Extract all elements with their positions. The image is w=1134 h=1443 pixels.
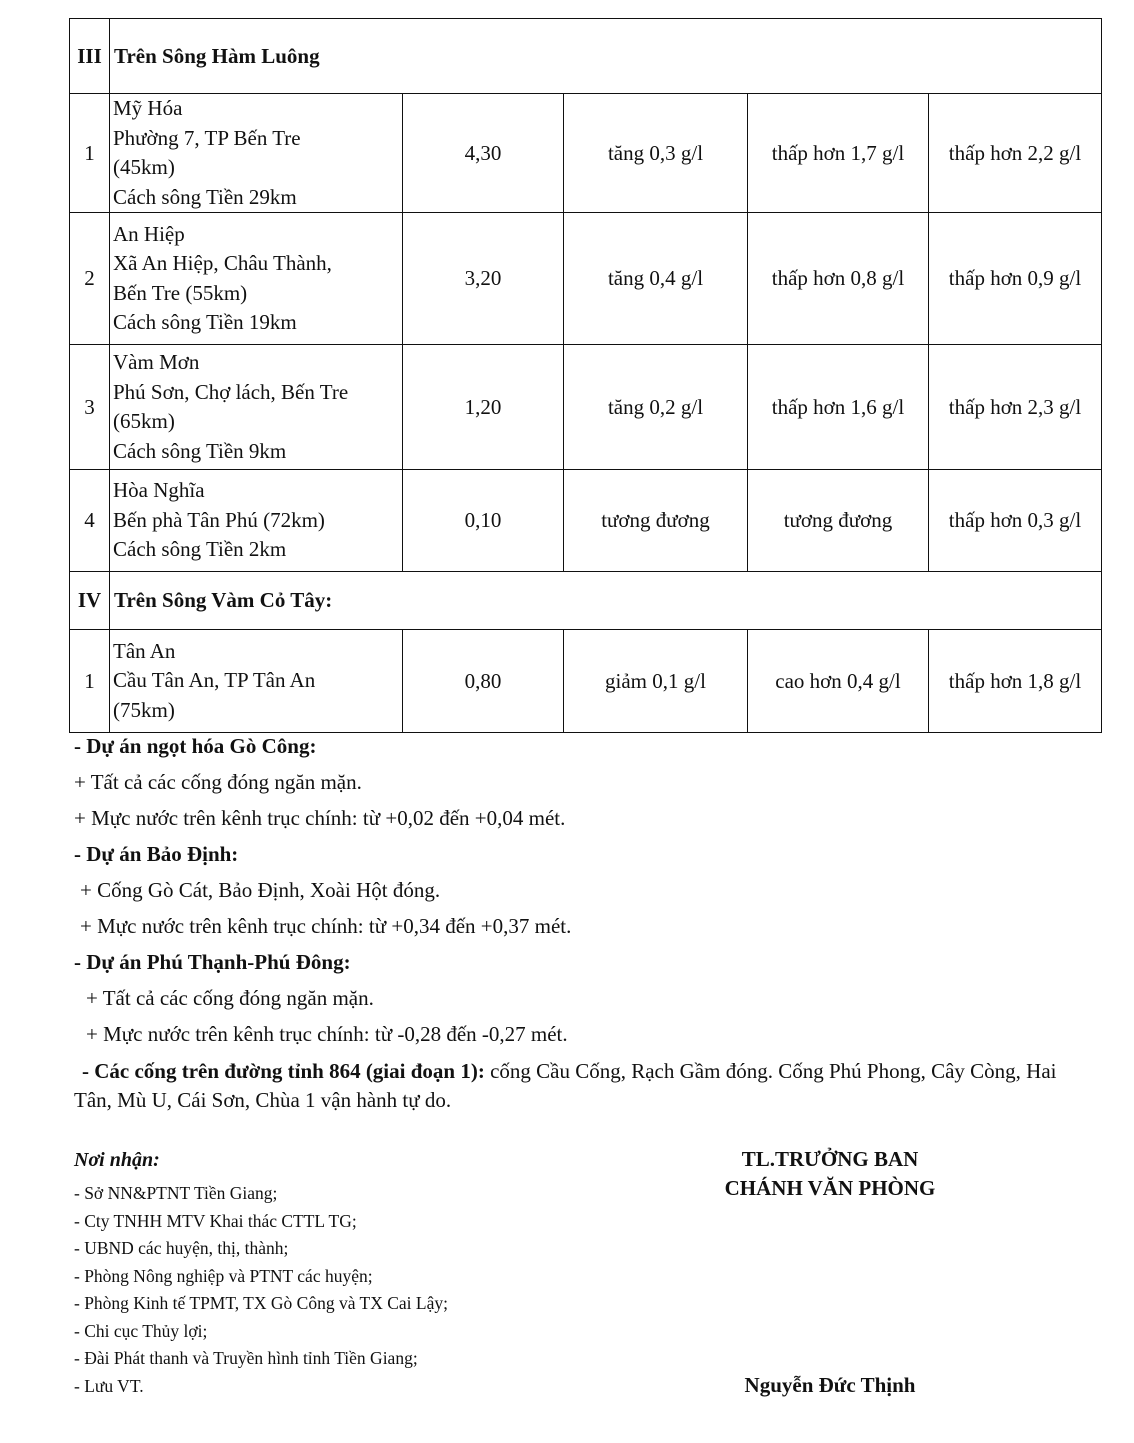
signer-name: Nguyễn Đức Thịnh <box>744 1373 916 1397</box>
salinity-value: 3,20 <box>403 213 564 345</box>
compare-prev-day: tăng 0,2 g/l <box>564 345 748 470</box>
road-864-heading: - Các cống trên đường tỉnh 864 (giai đoạn 1): <box>82 1059 485 1083</box>
row-number: 1 <box>70 630 110 733</box>
compare-col-3: thấp hơn 0,3 g/l <box>929 470 1102 572</box>
section-number: III <box>70 19 110 94</box>
compare-col-3: thấp hơn 2,2 g/l <box>929 94 1102 213</box>
bao-dinh-line-2: + Mực nước trên kênh trục chính: từ +0,34 đến +0,37 mét. <box>80 914 572 938</box>
table-row <box>70 630 1102 733</box>
station-name-line: Xã An Hiệp, Châu Thành, <box>113 251 332 275</box>
station-name-line: Cầu Tân An, TP Tân An <box>113 668 316 693</box>
station-name-line: Cách sông Tiền 29km <box>113 184 297 209</box>
recipient-item: - Lưu VT. <box>74 1375 144 1396</box>
station-name-line: Vàm Mơn <box>113 350 200 374</box>
station-name-line: Tân An <box>113 638 176 663</box>
recipients-title: Nơi nhận: <box>74 1149 160 1171</box>
station-name-line: (75km) <box>113 697 175 722</box>
section-number: IV <box>70 572 110 630</box>
station-name-line: Bến phà Tân Phú (72km) <box>113 507 325 532</box>
signature-title-2: CHÁNH VĂN PHÒNG <box>724 1176 936 1200</box>
compare-prev-day: tăng 0,4 g/l <box>564 213 748 345</box>
station-name-line: Phường 7, TP Bến Tre <box>113 125 301 150</box>
compare-col-2: thấp hơn 1,7 g/l <box>748 94 929 213</box>
station-name-line: Cách sông Tiền 9km <box>113 438 287 463</box>
row-number: 1 <box>70 94 110 213</box>
station-name-line: Bến Tre (55km) <box>113 280 248 305</box>
station-name-cell <box>110 94 403 213</box>
table-row <box>70 345 1102 470</box>
row-number: 2 <box>70 213 110 345</box>
compare-col-2: thấp hơn 0,8 g/l <box>748 213 929 345</box>
salinity-value: 4,30 <box>403 94 564 213</box>
station-name-line: Cách sông Tiền 19km <box>113 310 297 334</box>
go-cong-heading: - Dự án ngọt hóa Gò Công: <box>74 734 317 758</box>
station-name-line: Phú Sơn, Chợ lách, Bến Tre <box>113 379 349 404</box>
compare-col-2: thấp hơn 1,6 g/l <box>748 345 929 470</box>
compare-col-3: thấp hơn 1,8 g/l <box>929 630 1102 733</box>
phu-thanh-heading: - Dự án Phú Thạnh-Phú Đông: <box>74 950 351 974</box>
road-864-paragraph <box>74 1057 1094 1115</box>
station-name-cell <box>110 213 403 345</box>
station-name-cell <box>110 630 403 733</box>
row-number: 3 <box>70 345 110 470</box>
salinity-table <box>69 18 1102 733</box>
go-cong-line-2: + Mực nước trên kênh trục chính: từ +0,02 đến +0,04 mét. <box>74 806 566 830</box>
compare-col-2: cao hơn 0,4 g/l <box>748 630 929 733</box>
row-number: 4 <box>70 470 110 572</box>
road-864-text: cống Cầu Cống, Rạch Gầm đóng. Cống Phú Phong, Cây Còng, Hai Tân, Mù U, Cái Sơn, Chùa 1 vận hành tự do. <box>74 1059 1057 1112</box>
salinity-value: 0,80 <box>403 630 564 733</box>
bao-dinh-line-1: + Cống Gò Cát, Bảo Định, Xoài Hột đóng. <box>80 878 441 902</box>
go-cong-line-1: + Tất cả các cống đóng ngăn mặn. <box>74 770 362 794</box>
section-header-row <box>70 572 1102 630</box>
signature-block <box>680 1145 980 1203</box>
table-row <box>70 94 1102 213</box>
phu-thanh-line-1: + Tất cả các cống đóng ngăn mặn. <box>86 986 374 1010</box>
station-name-line: Hòa Nghĩa <box>113 478 205 503</box>
recipient-item: - Sở NN&PTNT Tiền Giang; <box>74 1183 278 1203</box>
compare-col-3: thấp hơn 0,9 g/l <box>929 213 1102 345</box>
operation-notes <box>74 733 1094 1115</box>
station-name-line: (45km) <box>113 155 175 179</box>
compare-prev-day: tương đương <box>564 470 748 572</box>
station-name-line: (65km) <box>113 409 175 433</box>
compare-prev-day: giảm 0,1 g/l <box>564 630 748 733</box>
bao-dinh-heading: - Dự án Bảo Định: <box>74 842 239 866</box>
recipient-item: - Phòng Nông nghiệp và PTNT các huyện; <box>74 1265 373 1286</box>
section-title: Trên Sông Vàm Cỏ Tây: <box>110 572 1102 630</box>
salinity-value: 0,10 <box>403 470 564 572</box>
station-name-cell <box>110 470 403 572</box>
compare-col-3: thấp hơn 2,3 g/l <box>929 345 1102 470</box>
table-row <box>70 470 1102 572</box>
recipient-item: - Cty TNHH MTV Khai thác CTTL TG; <box>74 1210 357 1231</box>
salinity-value: 1,20 <box>403 345 564 470</box>
station-name-line: Cách sông Tiền 2km <box>113 537 287 562</box>
section-header-row <box>70 19 1102 94</box>
recipient-item: - Đài Phát thanh và Truyền hình tỉnh Tiền Giang; <box>74 1348 418 1368</box>
station-name-line: An Hiệp <box>113 221 185 246</box>
table-row <box>70 213 1102 345</box>
recipient-item: - Phòng Kinh tế TPMT, TX Gò Công và TX Cai Lậy; <box>74 1293 448 1313</box>
recipient-item: - Chi cục Thủy lợi; <box>74 1320 208 1341</box>
compare-prev-day: tăng 0,3 g/l <box>564 94 748 213</box>
recipients-list <box>74 1146 674 1400</box>
section-title: Trên Sông Hàm Luông <box>110 19 1102 94</box>
station-name-line: Mỹ Hóa <box>113 96 183 120</box>
recipient-item: - UBND các huyện, thị, thành; <box>74 1238 289 1258</box>
compare-col-2: tương đương <box>748 470 929 572</box>
signature-title-1: TL.TRƯỞNG BAN <box>741 1147 919 1171</box>
station-name-cell <box>110 345 403 470</box>
phu-thanh-line-2: + Mực nước trên kênh trục chính: từ -0,28 đến -0,27 mét. <box>86 1022 568 1046</box>
